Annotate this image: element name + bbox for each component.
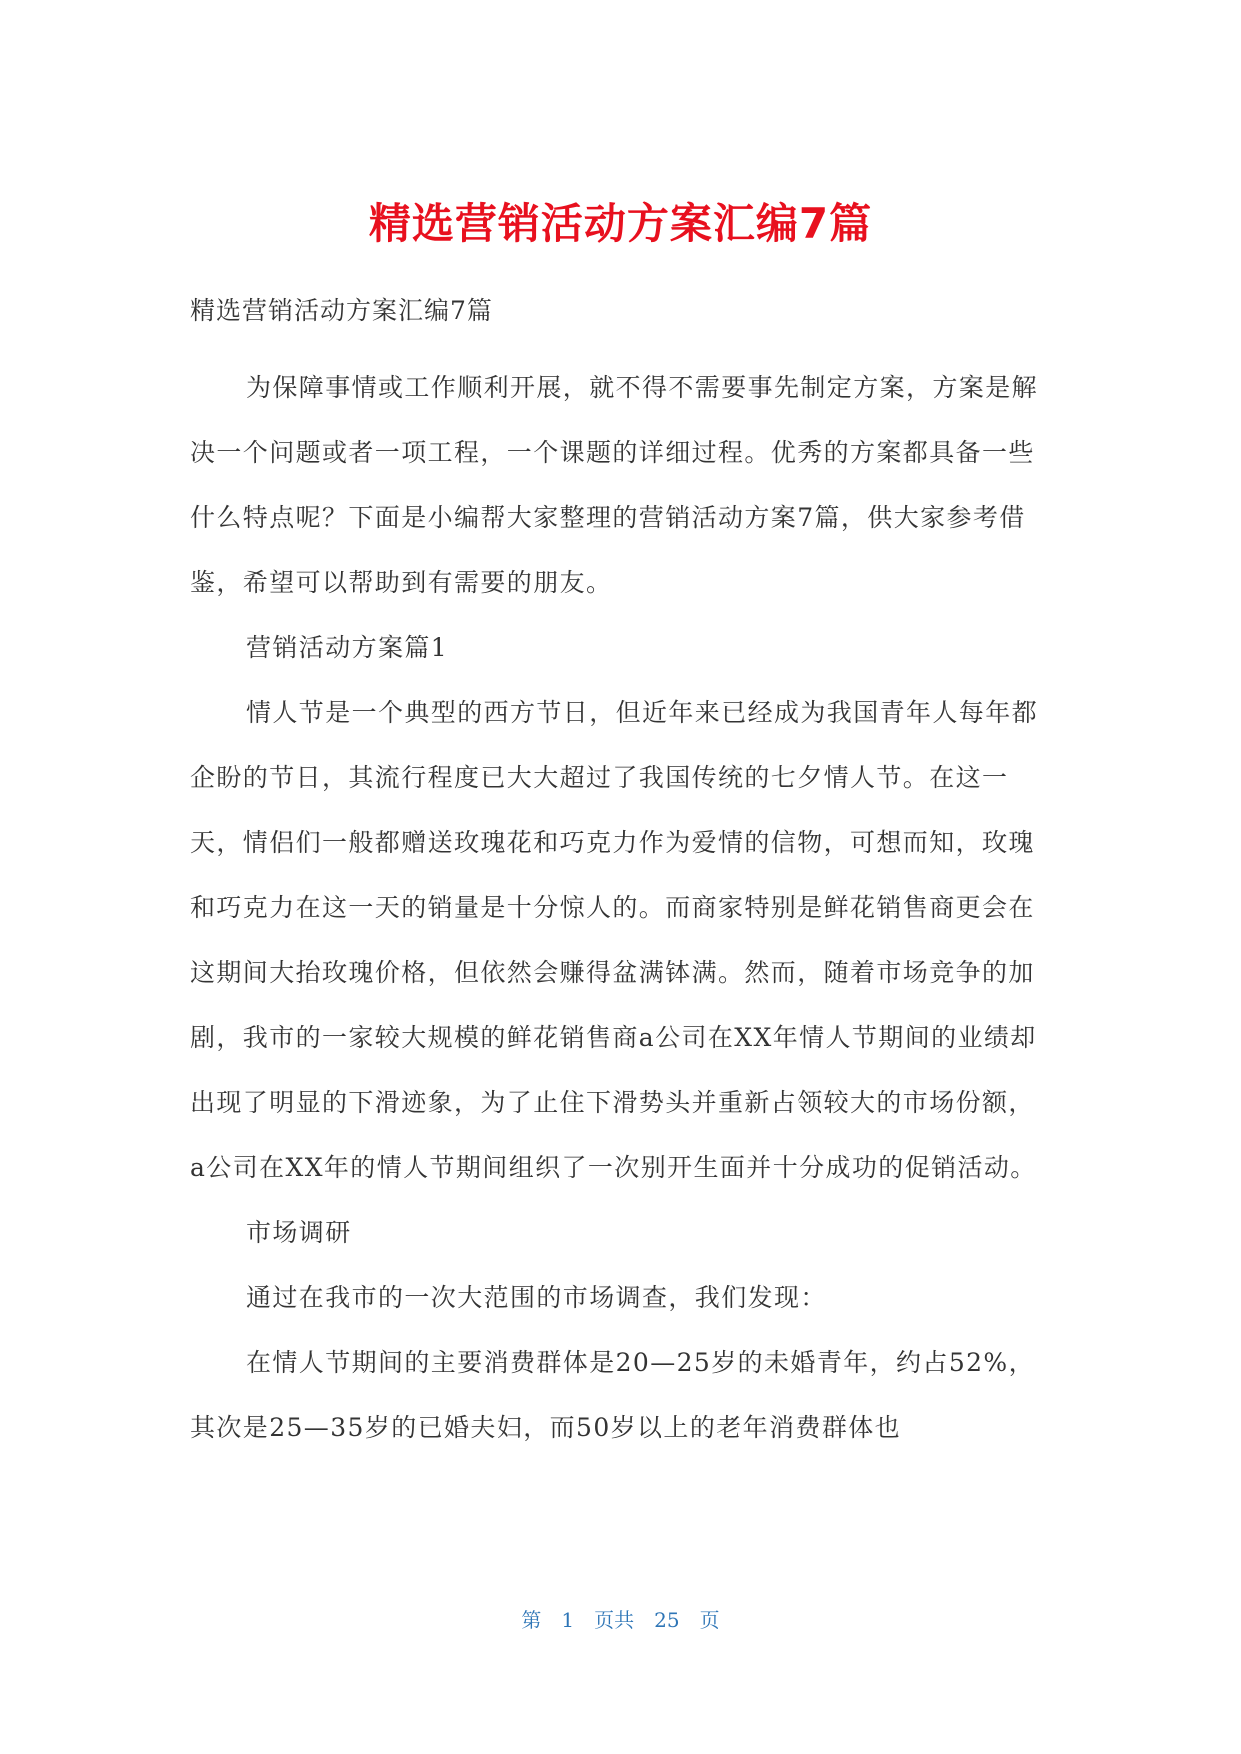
section-heading-1: 营销活动方案篇1 [246, 633, 449, 662]
paragraph-consumer-groups: 在情人节期间的主要消费群体是20—25岁的未婚青年，约占52%，其次是25—35岁的已婚夫妇，而50岁以上的老年消费群体也 [190, 1348, 1035, 1442]
page-footer [0, 1606, 1241, 1634]
footer-prefix: 第 [521, 1608, 542, 1632]
section-heading-market-research: 市场调研 [246, 1218, 352, 1247]
document-subtitle: 精选营销活动方案汇编7篇 [190, 296, 493, 325]
footer-suffix: 页 [699, 1608, 720, 1632]
footer-current-page: 1 [561, 1608, 575, 1632]
footer-middle: 页共 [594, 1608, 635, 1632]
document-body [190, 355, 1050, 1460]
document-title: 精选营销活动方案汇编7篇 [368, 199, 873, 248]
paragraph-intro: 为保障事情或工作顺利开展，就不得不需要事先制定方案，方案是解决一个问题或者一项工程，一个课题的详细过程。优秀的方案都具备一些什么特点呢？下面是小编帮大家整理的营销活动方案7篇，供大家参考借鉴，希望可以帮助到有需要的朋友。 [190, 373, 1039, 597]
paragraph-research-intro: 通过在我市的一次大范围的市场调查，我们发现： [246, 1283, 827, 1312]
paragraph-background: 情人节是一个典型的西方节日，但近年来已经成为我国青年人每年都企盼的节日，其流行程度已大大超过了我国传统的七夕情人节。在这一天，情侣们一般都赠送玫瑰花和巧克力作为爱情的信物，可想而知，玫瑰和巧克力在这一天的销量是十分惊人的。而商家特别是鲜花销售商更会在这期间大抬玫瑰价格，但依然会赚得盆满钵满。然而，随着市场竞争的加剧，我市的一家较大规模的鲜花销售商a公司在XX年情人节期间的业绩却出现了明显的下滑迹象，为了止住下滑势头并重新占领较大的市场份额，a公司在XX年的情人节期间组织了一次别开生面并十分成功的促销活动。 [190, 698, 1039, 1182]
footer-total-pages: 25 [654, 1608, 680, 1632]
